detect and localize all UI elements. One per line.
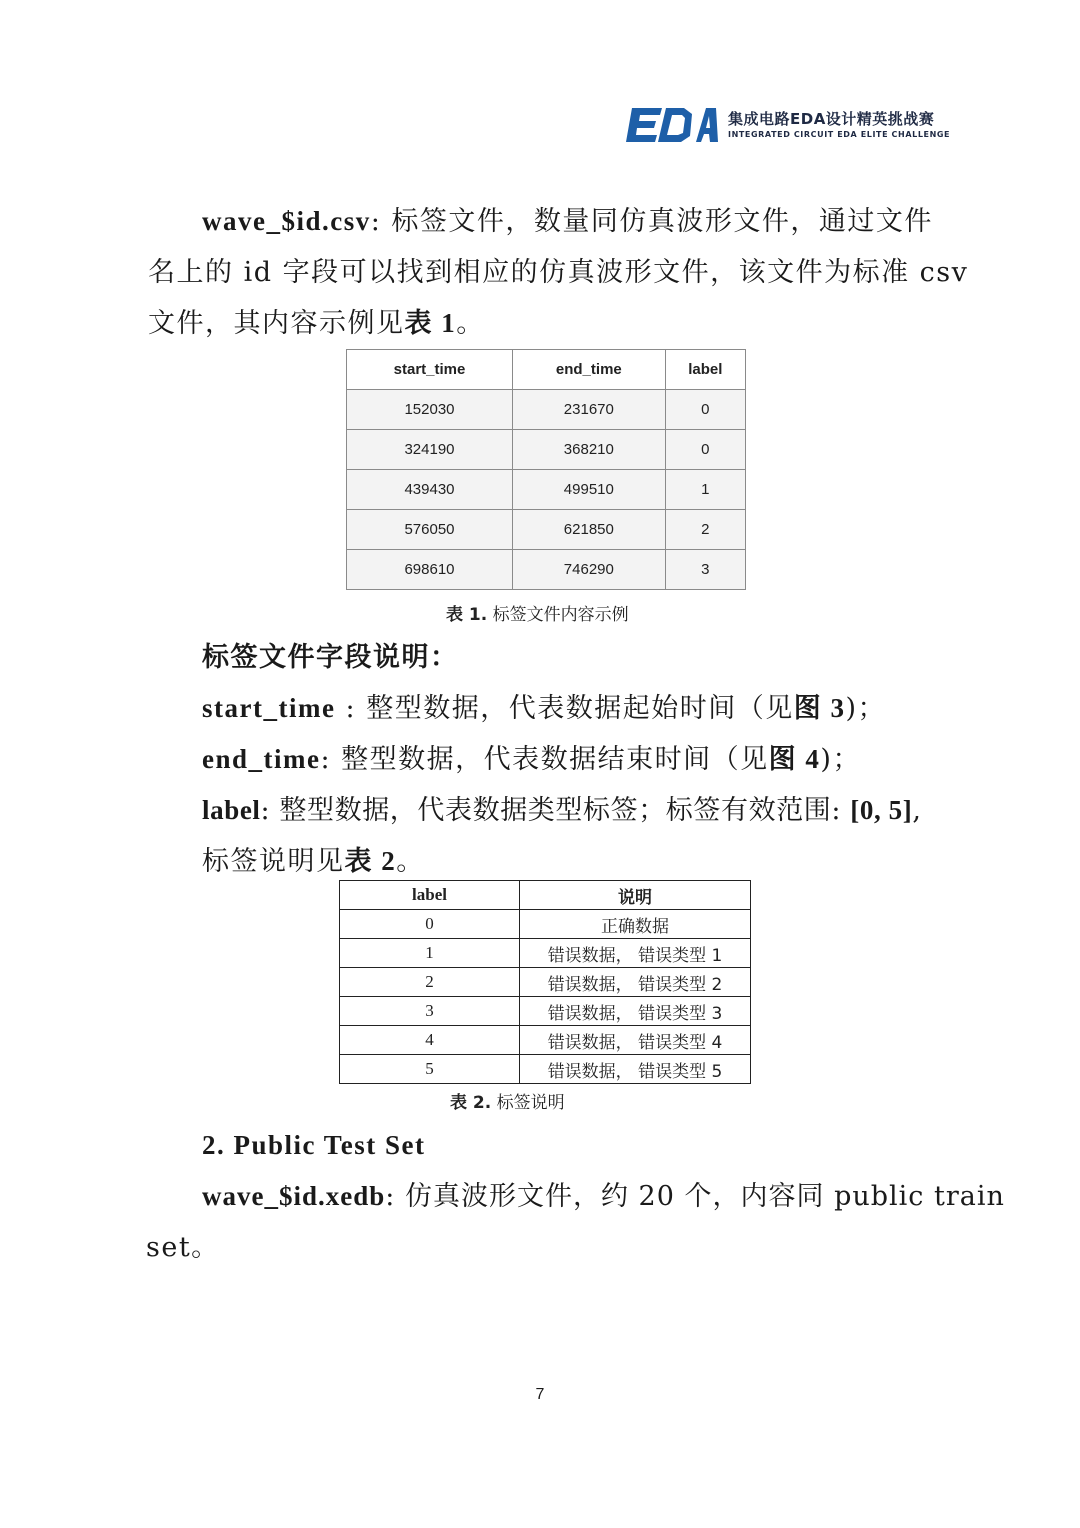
table-cell: 2 <box>665 510 745 550</box>
table-header-cell: 说明 <box>520 881 751 910</box>
table-cell: 3 <box>340 997 520 1026</box>
table-row <box>347 470 746 510</box>
table1-caption-number: 表 1. <box>446 605 488 625</box>
label-description-table <box>339 880 751 1084</box>
end-time-end: )； <box>820 744 861 775</box>
table2-caption <box>450 1088 565 1113</box>
section-heading-public-test-set: 2. Public Test Set <box>202 1130 426 1160</box>
table-row <box>347 510 746 550</box>
table-row <box>340 939 751 968</box>
table-row <box>340 1026 751 1055</box>
table-cell: 1 <box>340 939 520 968</box>
table-cell: 3 <box>665 550 745 590</box>
table-cell: 2 <box>340 968 520 997</box>
table2-reference: 表 2 <box>344 846 397 876</box>
table-header-cell: start_time <box>347 350 513 390</box>
label-line-2-end: 。 <box>396 846 425 877</box>
table-cell: 错误数据， 错误类型 5 <box>520 1055 751 1084</box>
table-row <box>340 997 751 1026</box>
table-cell: 4 <box>340 1026 520 1055</box>
label-range: [0, 5] <box>850 795 913 825</box>
field-end-time <box>202 734 861 785</box>
table-cell: 错误数据， 错误类型 4 <box>520 1026 751 1055</box>
intro-line-2: 名上的 id 字段可以找到相应的仿真波形文件，该文件为标准 csv <box>148 257 969 288</box>
label-line-2-text: 标签说明见 <box>202 846 345 877</box>
term-wave-csv: wave_$id.csv <box>202 206 371 236</box>
table-header-row <box>347 350 746 390</box>
table-cell: 499510 <box>513 470 666 510</box>
table-row <box>347 430 746 470</box>
table-cell: 0 <box>340 910 520 939</box>
label-text: : 整型数据，代表数据类型标签；标签有效范围: <box>260 795 851 826</box>
table-row <box>340 1055 751 1084</box>
label-comma: , <box>912 795 922 826</box>
table-row <box>340 910 751 939</box>
table-cell: 576050 <box>347 510 513 550</box>
table-cell: 0 <box>665 430 745 470</box>
table-cell: 正确数据 <box>520 910 751 939</box>
table2-caption-text: 标签说明 <box>496 1093 565 1113</box>
term-start-time: start_time <box>202 693 336 723</box>
logo-title-en: INTEGRATED CIRCUIT EDA ELITE CHALLENGE <box>728 130 951 139</box>
table-cell: 错误数据， 错误类型 2 <box>520 968 751 997</box>
table-cell: 439430 <box>347 470 513 510</box>
term-end-time: end_time <box>202 744 321 774</box>
start-time-end: )； <box>845 693 887 724</box>
table-cell: 152030 <box>347 390 513 430</box>
table-header-cell: label <box>340 881 520 910</box>
table-header-cell: end_time <box>513 350 666 390</box>
table-cell: 368210 <box>513 430 666 470</box>
table1-caption <box>446 600 629 625</box>
intro-line-3-end: 。 <box>456 308 485 339</box>
eda-logo-icon <box>626 106 718 144</box>
section2-line-1 <box>202 1171 1005 1222</box>
field-start-time <box>202 683 886 734</box>
table-row <box>347 550 746 590</box>
field-label <box>202 785 922 836</box>
end-time-text: : 整型数据，代表数据结束时间（见 <box>320 744 769 775</box>
intro-line-3-text: 文件，其内容示例见 <box>148 308 405 339</box>
figure4-reference: 图 4 <box>768 744 821 774</box>
header-logo <box>626 106 951 146</box>
term-label: label <box>202 795 261 825</box>
table-cell: 231670 <box>513 390 666 430</box>
table-header-cell: label <box>665 350 745 390</box>
label-file-example-table <box>346 349 746 590</box>
table-cell: 1 <box>665 470 745 510</box>
figure3-reference: 图 3 <box>793 693 846 723</box>
table-cell: 324190 <box>347 430 513 470</box>
table-row <box>347 390 746 430</box>
table-row <box>340 968 751 997</box>
table-cell: 621850 <box>513 510 666 550</box>
intro-line-3 <box>148 298 485 349</box>
table-cell: 5 <box>340 1055 520 1084</box>
intro-line-1-text: : 标签文件，数量同仿真波形文件，通过文件 <box>370 206 933 237</box>
table2-caption-number: 表 2. <box>450 1093 492 1113</box>
table-cell: 698610 <box>347 550 513 590</box>
term-wave-xedb: wave_$id.xedb <box>202 1181 386 1211</box>
table-cell: 错误数据， 错误类型 1 <box>520 939 751 968</box>
intro-line-1 <box>202 196 933 247</box>
section2-line-2: set。 <box>146 1232 220 1263</box>
fields-heading: 标签文件字段说明： <box>202 642 459 673</box>
table1-caption-text: 标签文件内容示例 <box>492 605 629 625</box>
table-cell: 错误数据， 错误类型 3 <box>520 997 751 1026</box>
table1-reference: 表 1 <box>404 308 457 338</box>
page-number: 7 <box>535 1386 545 1403</box>
section2-line-1-text: : 仿真波形文件，约 20 个，内容同 public train <box>385 1181 1005 1212</box>
start-time-text: : 整型数据，代表数据起始时间（见 <box>335 693 794 724</box>
table-header-row <box>340 881 751 910</box>
table-cell: 0 <box>665 390 745 430</box>
table-cell: 746290 <box>513 550 666 590</box>
logo-title-cn: 集成电路EDA设计精英挑战赛 <box>728 110 935 128</box>
